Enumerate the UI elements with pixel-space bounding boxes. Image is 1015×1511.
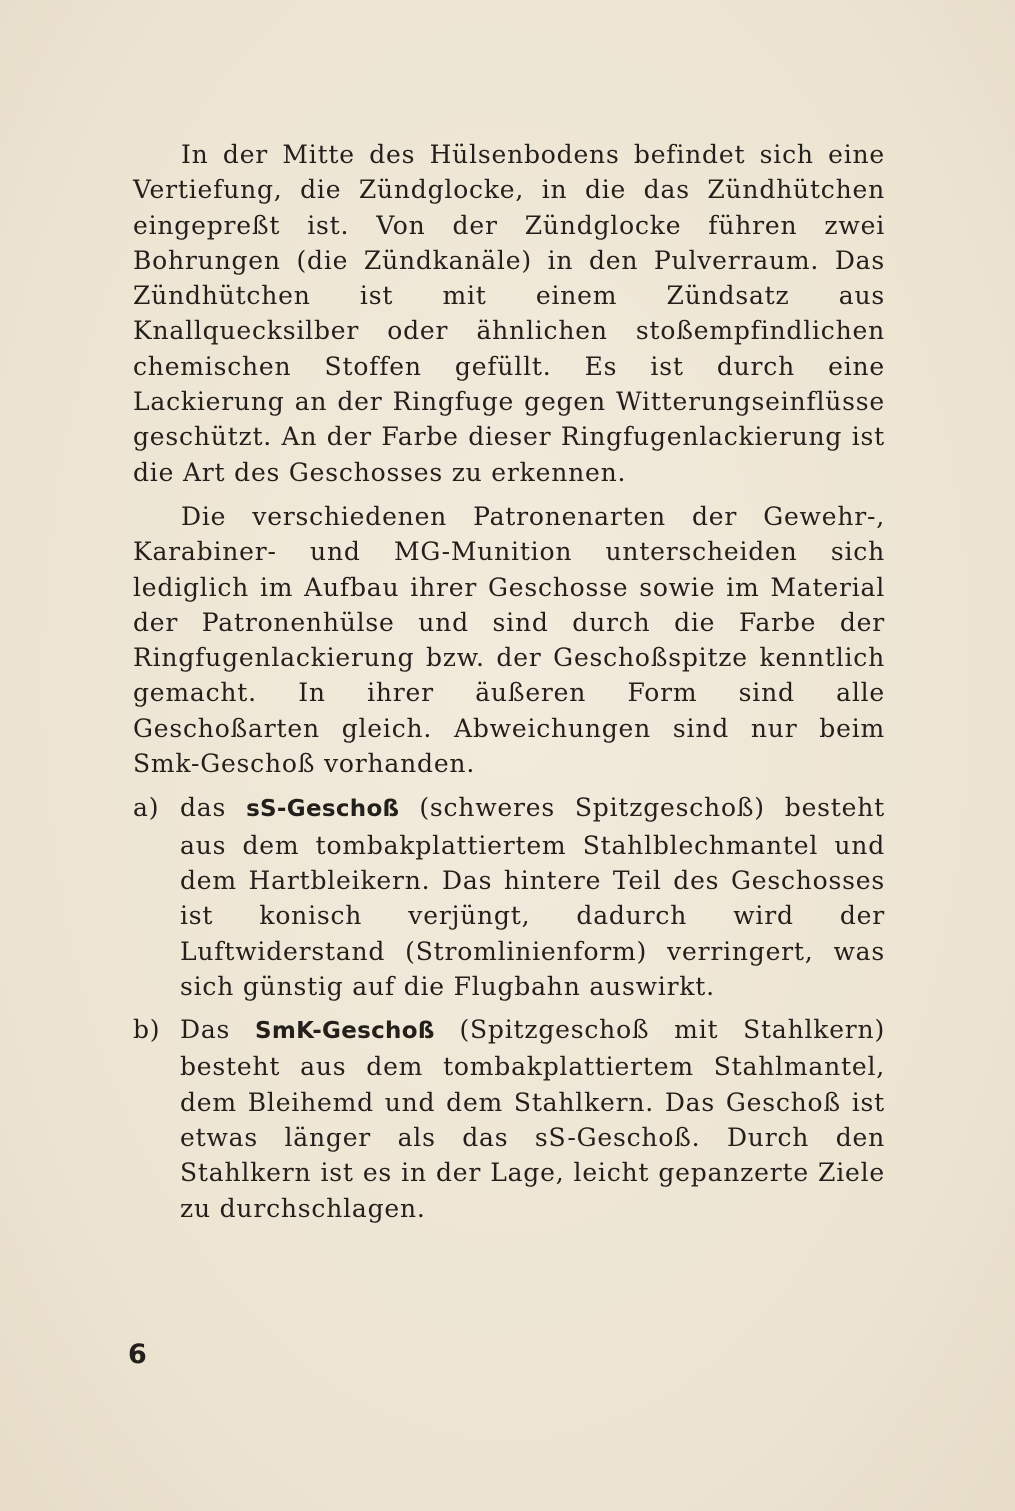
list-item-prefix: das	[180, 793, 227, 823]
list-item-term: sS-Geschoß	[246, 796, 400, 823]
paragraph-ignition: In der Mitte des Hülsenbodens befindet sich eine Vertiefung, die Zündglocke, in die das Zündhütchen eingepreßt ist. Von der Zündglocke führen zwei Bohrungen (die Zündkanäle) in den Pulverraum. Das Zündhütchen ist mit einem Zündsatz aus Knallquecksilber oder ähnlichen stoßempfindlichen chemischen Stoffen gefüllt. Es ist durch eine Lackierung an der Ringfuge gegen Witterungseinflüsse geschützt. An der Farbe dieser Ringfugenlackierung ist die Art des Geschosses zu erkennen.	[133, 140, 885, 487]
list-marker: b)	[133, 1015, 161, 1045]
list-item-term: SmK-Geschoß	[254, 1018, 435, 1045]
list-marker: a)	[133, 793, 160, 823]
list-item-text: (Spitzgeschoß mit Stahlkern) besteht aus dem tombakplattiertem Stahlmantel, dem Bleihemd und dem Stahlkern. Das Geschoß ist etwas länger als das sS-Geschoß. Durch den Stahlkern ist es in der Lage, leicht gepanzerte Ziele zu durchschlagen.	[180, 1015, 886, 1223]
paragraph-cartridge-types: Die verschiedenen Patronenarten der Gewehr-, Karabiner- und MG-Munition unterscheiden sich lediglich im Aufbau ihrer Geschosse sowie im Material der Patronenhülse und sind durch die Farbe der Ringfugenlackierung bzw. der Geschoßspitze kenntlich gemacht. In ihrer äußeren Form sind alle Geschoßarten gleich. Abweichungen sind nur beim Smk-Geschoß vorhanden.	[133, 501, 885, 779]
list-item-smk-projectile	[133, 1012, 885, 1226]
list-item-prefix: Das	[180, 1015, 231, 1045]
page-content	[133, 137, 885, 1226]
page-number: 6	[128, 1339, 147, 1370]
list-item-ss-projectile	[133, 790, 885, 1004]
list-item-text: (schweres Spitzgeschoß) besteht aus dem tombakplattiertem Stahlblechmantel und dem Hartbleikern. Das hintere Teil des Geschosses ist konisch verjüngt, dadurch wird der Luftwiderstand (Stromlinienform) verringert, was sich günstig auf die Flugbahn auswirkt.	[180, 793, 885, 1001]
